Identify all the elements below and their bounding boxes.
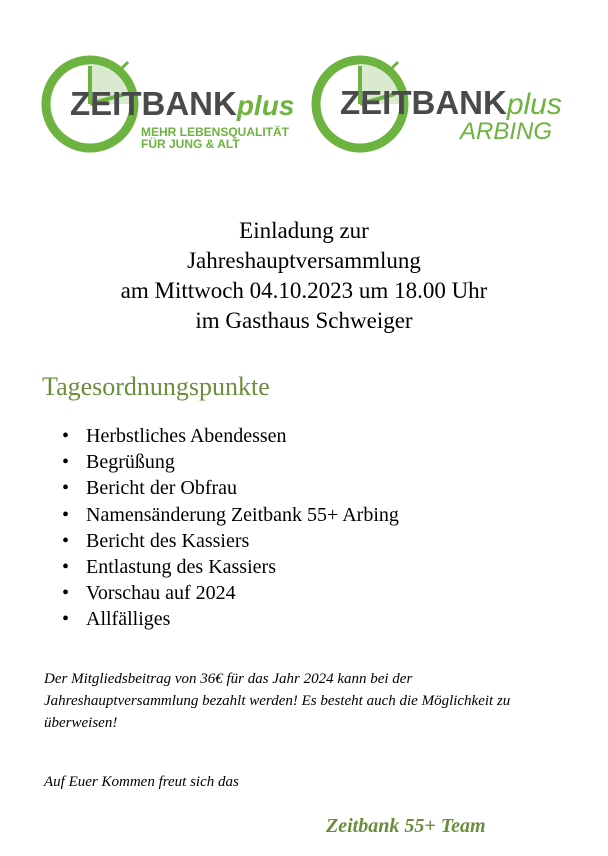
agenda-title: Tagesordnungspunkte	[42, 372, 270, 401]
logo-word-main: ZEITBANK	[70, 85, 237, 122]
bullet-icon: •	[62, 503, 70, 526]
agenda-item	[60, 580, 399, 606]
logo-tagline-line2: FÜR JUNG & ALT	[141, 137, 240, 151]
agenda-item	[60, 528, 399, 554]
closing-text: Auf Euer Kommen freut sich das	[44, 774, 239, 790]
invitation-heading	[0, 216, 608, 336]
invitation-line-2: Jahreshauptversammlung	[187, 248, 421, 273]
agenda-item-label: Begrüßung	[86, 451, 175, 474]
agenda-item	[60, 554, 399, 580]
logo-word-plus: plus	[506, 88, 562, 121]
agenda-item-label: Vorschau auf 2024	[86, 582, 236, 605]
agenda-item	[60, 449, 399, 475]
agenda-item-label: Allfälliges	[86, 608, 171, 631]
agenda-item-label: Bericht des Kassiers	[86, 529, 250, 552]
bullet-icon: •	[62, 582, 70, 605]
logo-wordmark	[340, 84, 562, 122]
agenda-item-label: Entlastung des Kassiers	[86, 556, 276, 579]
agenda-item-label: Namensänderung Zeitbank 55+ Arbing	[86, 503, 399, 526]
invitation-line-1: Einladung zur	[239, 218, 369, 243]
bullet-icon: •	[62, 425, 70, 447]
logo-tagline	[141, 126, 289, 150]
zeitbank-plus-arbing-logo	[310, 54, 580, 154]
logo-wordmark	[70, 85, 294, 123]
agenda-item-label: Herbstliches Abendessen	[86, 425, 287, 447]
agenda-item-label: Bericht der Obfrau	[86, 477, 238, 500]
bullet-icon: •	[62, 529, 70, 552]
agenda-item	[60, 502, 399, 528]
agenda-item	[60, 606, 399, 632]
zeitbank-plus-logo	[40, 54, 300, 154]
bullet-icon: •	[62, 556, 70, 579]
logo-location: ARBING	[460, 118, 553, 145]
agenda-list	[60, 423, 399, 633]
logo-word-plus: plus	[236, 90, 295, 121]
logo-tagline-line1: MEHR LEBENSQUALITÄT	[141, 125, 289, 139]
bullet-icon: •	[62, 477, 70, 500]
membership-fee-note: Der Mitgliedsbeitrag von 36€ für das Jahr 2024 kann bei der Jahreshauptversammlung bezahlt werden! Es besteht auch die Möglichkeit zu überweisen!	[44, 671, 511, 731]
bullet-icon: •	[62, 608, 70, 631]
bullet-icon: •	[62, 451, 70, 474]
invitation-line-3: am Mittwoch 04.10.2023 um 18.00 Uhr	[120, 278, 488, 303]
agenda-item	[60, 475, 399, 501]
agenda-item	[60, 423, 399, 449]
invitation-line-4: im Gasthaus Schweiger	[195, 308, 413, 333]
signature: Zeitbank 55+ Team	[326, 815, 486, 837]
logo-word-main: ZEITBANK	[340, 84, 507, 121]
